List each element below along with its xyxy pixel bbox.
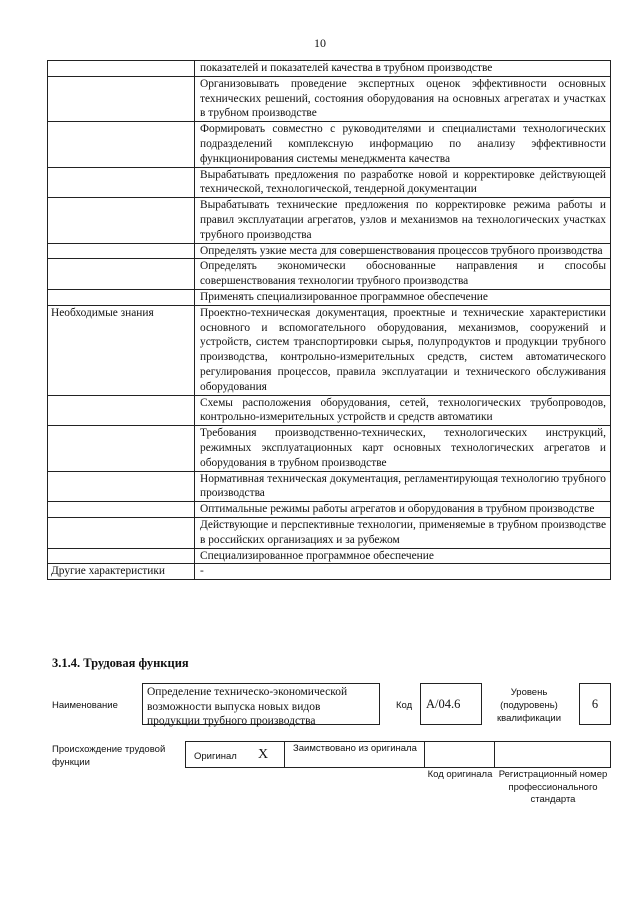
row-text: Проектно-техническая документация, проектные и технические характеристики основного и вспомогательного оборудования, механизмов, сооружений и устройств, систем транспортировки сырья, полупродуктов и продукции трубного производства, контрольно-измерительных средств, систем автоматического регулирования процессов, правила эксплуатации и технического обслуживания оборудования [195,305,611,395]
row-text: Вырабатывать технические предложения по корректировке режима работы и правил эксплуатации агрегатов, узлов и механизмов на технологических участках трубного производства [195,198,611,243]
row-label [48,122,195,167]
row-label [48,167,195,198]
table-row [48,395,611,426]
table-row [48,564,611,580]
code-caption: Код оригинала [427,769,493,780]
row-text: Применять специализированное программное обеспечение [195,289,611,305]
row-label [48,502,195,518]
row-label: Другие характеристики [48,564,195,580]
row-text: Определять узкие места для совершенствования процессов трубного производства [195,243,611,259]
table-row [48,471,611,502]
row-text: Действующие и перспективные технологии, применяемые в трубном производстве в российских организациях и за рубежом [195,517,611,548]
row-label [48,259,195,290]
table-row [48,517,611,548]
table-row [48,198,611,243]
row-label [48,426,195,471]
row-label [48,548,195,564]
level-label: Уровень (подуровень) квалификации [496,687,562,724]
original-label: Оригинал [194,751,237,762]
row-label [48,243,195,259]
origin-code-cell [425,741,495,768]
function-code-field: A/04.6 [420,683,482,725]
page-number: 10 [314,36,326,50]
code-label: Код [396,700,413,711]
borrowed-label: Заимствовано из оригинала [293,743,417,754]
table-row [48,243,611,259]
row-label [48,289,195,305]
reg-number-caption: Регистрационный номер профессионального стандарта [498,769,608,805]
table-row [48,167,611,198]
row-label [48,395,195,426]
origin-original-cell [185,741,285,768]
origin-label: Происхождение трудовой функции [52,744,166,768]
table-row [48,289,611,305]
row-label [48,76,195,121]
qualification-level-field: 6 [579,683,611,725]
row-label [48,198,195,243]
row-text: Требования производственно-технических, технологических инструкций, режимных эксплуатационных карт основных технологических агрегатов и оборудования в трубном производстве [195,426,611,471]
row-text: Схемы расположения оборудования, сетей, технологических трубопроводов, контрольно-измерительных устройств и средств автоматики [195,395,611,426]
original-mark: X [258,747,269,762]
name-label: Наименование [52,700,118,711]
row-text: Специализированное программное обеспечение [195,548,611,564]
section-title: 3.1.4. Трудовая функция [52,656,189,670]
table-row [48,259,611,290]
row-text: - [195,564,611,580]
row-text: Оптимальные режимы работы агрегатов и оборудования в трубном производстве [195,502,611,518]
row-label [48,517,195,548]
row-label [48,61,195,77]
table-row [48,305,611,395]
table-row [48,122,611,167]
origin-borrowed-cell [285,741,425,768]
row-text: показателей и показателей качества в трубном производстве [195,61,611,77]
row-text: Организовывать проведение экспертных оценок эффективности основных технических решений, состояния оборудования на основных агрегатах и участках в трубном производстве [195,76,611,121]
row-text: Формировать совместно с руководителями и специалистами технологических подразделений комплексную информацию по анализу эффективности функционирования системы менеджмента качества [195,122,611,167]
row-text: Определять экономически обоснованные направления и способы совершенствования технологии трубного производства [195,259,611,290]
table-row [48,61,611,77]
origin-reg-number-cell [495,741,611,768]
function-name-field: Определение техническо-экономической возможности выпуска новых видов продукции трубного производства [142,683,380,725]
row-label: Необходимые знания [48,305,195,395]
row-text: Вырабатывать предложения по разработке новой и корректировке действующей технической, технологической, тендерной документации [195,167,611,198]
table-row [48,502,611,518]
table-row [48,76,611,121]
row-text: Нормативная техническая документация, регламентирующая технологию трубного производства [195,471,611,502]
row-label [48,471,195,502]
table-row [48,426,611,471]
skills-table [47,60,611,580]
table-row [48,548,611,564]
